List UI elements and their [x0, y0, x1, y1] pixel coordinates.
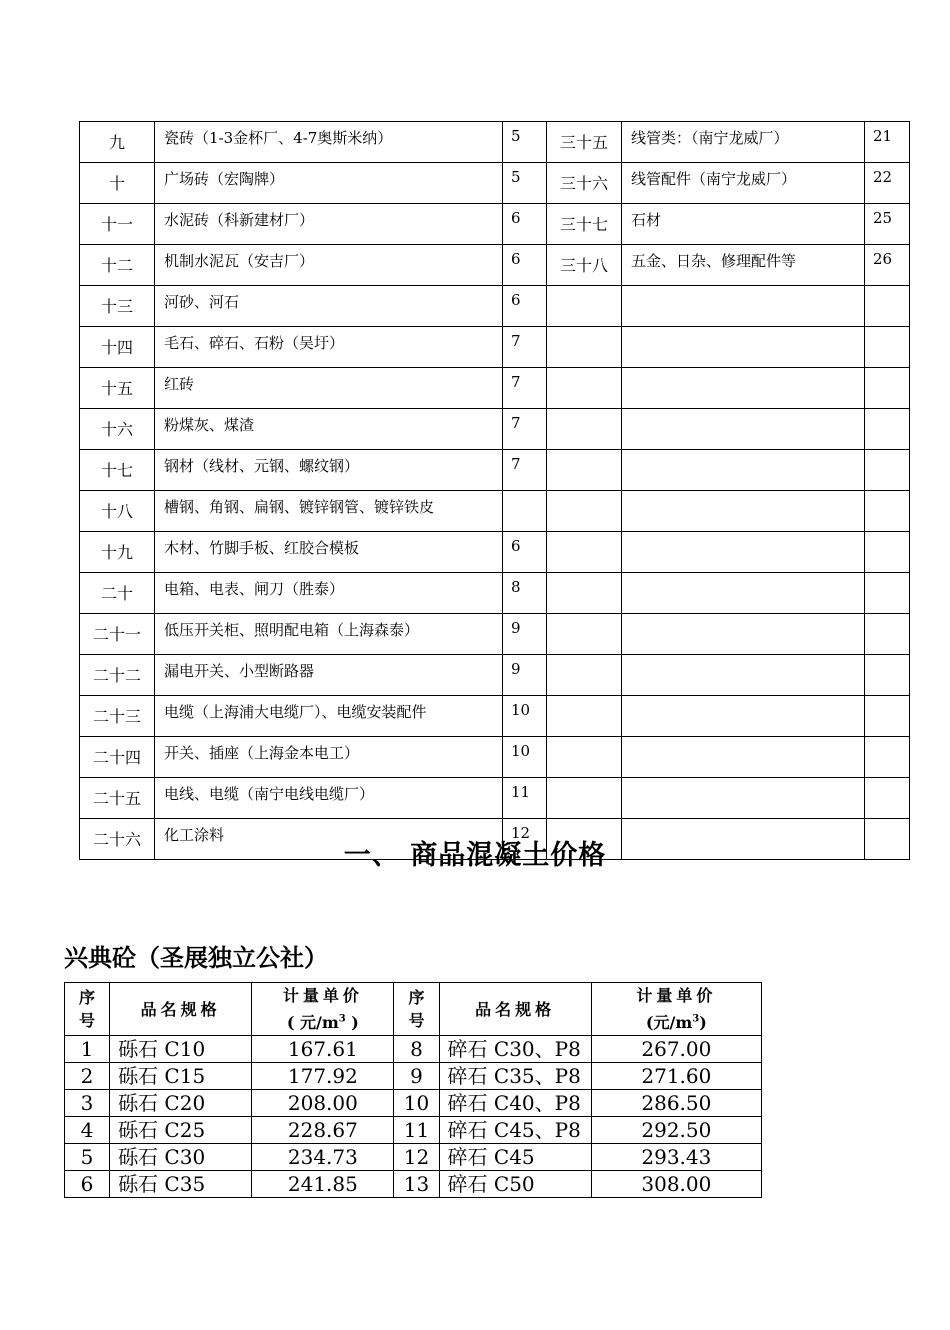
catalog-item-name: 开关、插座（上海金本电工） — [155, 737, 503, 778]
unit-price-header-line1: 计量单价 — [282, 986, 363, 1006]
price-table-header-row — [65, 983, 762, 1036]
seq-number: 13 — [394, 1171, 439, 1198]
seq-number: 8 — [394, 1036, 439, 1063]
catalog-number: 十六 — [80, 409, 155, 450]
catalog-item-name: 电缆（上海浦大电缆厂）、电缆安装配件 — [155, 696, 503, 737]
catalog-row — [80, 614, 910, 655]
unit-price: 228.67 — [252, 1117, 394, 1144]
seq-number: 2 — [65, 1063, 110, 1090]
catalog-page: 7 — [503, 327, 547, 368]
catalog-number: 十四 — [80, 327, 155, 368]
catalog-item-name: 低压开关柜、照明配电箱（上海森泰） — [155, 614, 503, 655]
seq-number: 5 — [65, 1144, 110, 1171]
catalog-table-body — [80, 122, 910, 860]
seq-header-2-line1: 序 — [408, 988, 425, 1007]
seq-header-line2: 号 — [79, 1011, 96, 1030]
catalog-number: 二十四 — [80, 737, 155, 778]
catalog-table — [79, 121, 910, 860]
product-spec: 砾石 C25 — [110, 1117, 252, 1144]
catalog-page: 11 — [503, 778, 547, 819]
catalog-item-name — [622, 614, 865, 655]
unit-price: 234.73 — [252, 1144, 394, 1171]
catalog-page — [865, 737, 910, 778]
catalog-number: 十 — [80, 163, 155, 204]
catalog-item-name — [622, 573, 865, 614]
catalog-item-name: 化工涂料 — [155, 819, 503, 860]
catalog-item-name — [622, 409, 865, 450]
catalog-page — [503, 491, 547, 532]
catalog-item-name: 河砂、河石 — [155, 286, 503, 327]
catalog-row — [80, 491, 910, 532]
catalog-row — [80, 655, 910, 696]
catalog-row — [80, 368, 910, 409]
catalog-row — [80, 163, 910, 204]
catalog-page: 8 — [503, 573, 547, 614]
catalog-item-name: 广场砖（宏陶牌） — [155, 163, 503, 204]
catalog-page — [865, 655, 910, 696]
catalog-number — [547, 696, 622, 737]
catalog-number: 二十三 — [80, 696, 155, 737]
unit2-left: (元/m — [645, 1012, 693, 1032]
catalog-item-name — [622, 778, 865, 819]
catalog-number — [547, 614, 622, 655]
catalog-number — [547, 737, 622, 778]
catalog-item-name: 瓷砖（1-3金杯厂、4-7奥斯米纳） — [155, 122, 503, 163]
catalog-row — [80, 245, 910, 286]
concrete-price-table — [64, 982, 762, 1198]
catalog-page — [865, 573, 910, 614]
unit-price-header — [252, 983, 394, 1036]
product-spec: 砾石 C15 — [110, 1063, 252, 1090]
seq-number: 3 — [65, 1090, 110, 1117]
catalog-row — [80, 532, 910, 573]
catalog-item-name: 钢材（线材、元钢、螺纹钢） — [155, 450, 503, 491]
catalog-number: 十五 — [80, 368, 155, 409]
catalog-item-name — [622, 737, 865, 778]
unit-price-header-2-unit — [646, 1013, 707, 1032]
unit2-right: ) — [699, 1012, 707, 1032]
seq-number: 4 — [65, 1117, 110, 1144]
catalog-page — [865, 778, 910, 819]
seq-number: 1 — [65, 1036, 110, 1063]
catalog-page: 7 — [503, 409, 547, 450]
catalog-page: 5 — [503, 163, 547, 204]
catalog-number: 三十七 — [547, 204, 622, 245]
catalog-number: 二十五 — [80, 778, 155, 819]
catalog-row — [80, 737, 910, 778]
catalog-number — [547, 491, 622, 532]
catalog-page: 6 — [503, 245, 547, 286]
seq-header-2-line2: 号 — [408, 1011, 425, 1030]
catalog-number: 十一 — [80, 204, 155, 245]
catalog-number — [547, 532, 622, 573]
section-title: 一、 商品混凝土价格 — [343, 840, 607, 871]
catalog-number: 十八 — [80, 491, 155, 532]
product-spec: 碎石 C45 — [439, 1144, 591, 1171]
catalog-row — [80, 450, 910, 491]
unit-price: 286.50 — [591, 1090, 761, 1117]
catalog-page: 22 — [865, 163, 910, 204]
product-spec: 砾石 C30 — [110, 1144, 252, 1171]
unit-price: 241.85 — [252, 1171, 394, 1198]
catalog-item-name — [622, 327, 865, 368]
catalog-page — [865, 614, 910, 655]
unit-price: 208.00 — [252, 1090, 394, 1117]
catalog-number — [547, 450, 622, 491]
catalog-number: 二十一 — [80, 614, 155, 655]
product-spec: 砾石 C10 — [110, 1036, 252, 1063]
seq-number: 12 — [394, 1144, 439, 1171]
catalog-number: 九 — [80, 122, 155, 163]
catalog-item-name — [622, 696, 865, 737]
catalog-number — [547, 655, 622, 696]
price-row — [65, 1117, 762, 1144]
catalog-page — [865, 368, 910, 409]
catalog-item-name: 木材、竹脚手板、红胶合模板 — [155, 532, 503, 573]
catalog-row — [80, 696, 910, 737]
spec-header-2: 品名规格 — [439, 983, 591, 1036]
catalog-page: 9 — [503, 614, 547, 655]
catalog-item-name — [622, 655, 865, 696]
catalog-item-name: 线管配件（南宁龙威厂） — [622, 163, 865, 204]
catalog-page: 7 — [503, 368, 547, 409]
unit-price-header-unit — [287, 1013, 359, 1032]
product-spec: 砾石 C35 — [110, 1171, 252, 1198]
seq-number: 6 — [65, 1171, 110, 1198]
unit-price: 167.61 — [252, 1036, 394, 1063]
unit-sup: 3 — [338, 1013, 346, 1025]
catalog-page — [865, 450, 910, 491]
spec-header: 品名规格 — [110, 983, 252, 1036]
price-row — [65, 1036, 762, 1063]
seq-header-2 — [394, 983, 439, 1036]
product-spec: 砾石 C20 — [110, 1090, 252, 1117]
catalog-number: 三十六 — [547, 163, 622, 204]
catalog-item-name — [622, 450, 865, 491]
product-spec: 碎石 C35、P8 — [439, 1063, 591, 1090]
unit-price: 271.60 — [591, 1063, 761, 1090]
catalog-item-name: 毛石、碎石、石粉（吴圩） — [155, 327, 503, 368]
catalog-number — [547, 409, 622, 450]
catalog-page: 21 — [865, 122, 910, 163]
unit-price: 292.50 — [591, 1117, 761, 1144]
unit2-sup: 3 — [692, 1013, 700, 1025]
catalog-number: 十三 — [80, 286, 155, 327]
catalog-number: 二十二 — [80, 655, 155, 696]
catalog-page: 9 — [503, 655, 547, 696]
catalog-page: 6 — [503, 286, 547, 327]
catalog-number: 二十 — [80, 573, 155, 614]
product-spec: 碎石 C50 — [439, 1171, 591, 1198]
seq-header — [65, 983, 110, 1036]
price-row — [65, 1090, 762, 1117]
product-spec: 碎石 C30、P8 — [439, 1036, 591, 1063]
catalog-item-name — [622, 532, 865, 573]
catalog-row — [80, 122, 910, 163]
catalog-number: 二十六 — [80, 819, 155, 860]
unit-price-header-2 — [591, 983, 761, 1036]
catalog-page: 10 — [503, 696, 547, 737]
catalog-page: 6 — [503, 204, 547, 245]
catalog-number — [547, 368, 622, 409]
catalog-item-name — [622, 286, 865, 327]
catalog-item-name: 电线、电缆（南宁电线电缆厂） — [155, 778, 503, 819]
catalog-number — [547, 778, 622, 819]
catalog-row — [80, 409, 910, 450]
catalog-number: 三十八 — [547, 245, 622, 286]
catalog-page: 10 — [503, 737, 547, 778]
catalog-page: 6 — [503, 532, 547, 573]
seq-number: 10 — [394, 1090, 439, 1117]
product-spec: 碎石 C40、P8 — [439, 1090, 591, 1117]
catalog-item-name — [622, 368, 865, 409]
catalog-row — [80, 286, 910, 327]
catalog-number — [547, 573, 622, 614]
catalog-row — [80, 573, 910, 614]
catalog-item-name: 电箱、电表、闸刀（胜泰） — [155, 573, 503, 614]
catalog-number — [547, 286, 622, 327]
seq-header-line1: 序 — [79, 988, 96, 1007]
catalog-row — [80, 204, 910, 245]
catalog-number: 十二 — [80, 245, 155, 286]
catalog-item-name: 五金、日杂、修理配件等 — [622, 245, 865, 286]
unit-price: 267.00 — [591, 1036, 761, 1063]
seq-number: 9 — [394, 1063, 439, 1090]
catalog-page: 12 — [503, 819, 547, 860]
catalog-item-name: 机制水泥瓦（安吉厂） — [155, 245, 503, 286]
catalog-row — [80, 327, 910, 368]
catalog-number: 十九 — [80, 532, 155, 573]
catalog-page — [865, 409, 910, 450]
catalog-page — [865, 696, 910, 737]
catalog-item-name: 水泥砖（科新建材厂） — [155, 204, 503, 245]
price-row — [65, 1171, 762, 1198]
catalog-item-name: 红砖 — [155, 368, 503, 409]
unit-price-header-2-line1: 计量单价 — [636, 986, 717, 1006]
catalog-page: 7 — [503, 450, 547, 491]
catalog-page: 25 — [865, 204, 910, 245]
catalog-item-name — [622, 491, 865, 532]
unit-price: 293.43 — [591, 1144, 761, 1171]
product-spec: 碎石 C45、P8 — [439, 1117, 591, 1144]
catalog-number: 三十五 — [547, 122, 622, 163]
catalog-item-name: 石材 — [622, 204, 865, 245]
catalog-page: 26 — [865, 245, 910, 286]
unit-right: ) — [345, 1012, 359, 1032]
catalog-row — [80, 778, 910, 819]
unit-left: ( 元/m — [286, 1012, 339, 1032]
company-title: 兴典砼（圣展独立公社） — [64, 943, 328, 972]
catalog-item-name: 漏电开关、小型断路器 — [155, 655, 503, 696]
catalog-page — [865, 327, 910, 368]
unit-price: 177.92 — [252, 1063, 394, 1090]
price-table-body — [65, 1036, 762, 1198]
price-row — [65, 1144, 762, 1171]
catalog-page — [865, 491, 910, 532]
catalog-item-name: 线管类：（南宁龙威厂） — [622, 122, 865, 163]
unit-price: 308.00 — [591, 1171, 761, 1198]
catalog-item-name: 粉煤灰、煤渣 — [155, 409, 503, 450]
catalog-item-name: 槽钢、角钢、扁钢、镀锌钢管、镀锌铁皮 — [155, 491, 503, 532]
price-row — [65, 1063, 762, 1090]
catalog-page — [865, 286, 910, 327]
seq-number: 11 — [394, 1117, 439, 1144]
catalog-page — [865, 532, 910, 573]
catalog-number — [547, 327, 622, 368]
catalog-page: 5 — [503, 122, 547, 163]
catalog-number: 十七 — [80, 450, 155, 491]
